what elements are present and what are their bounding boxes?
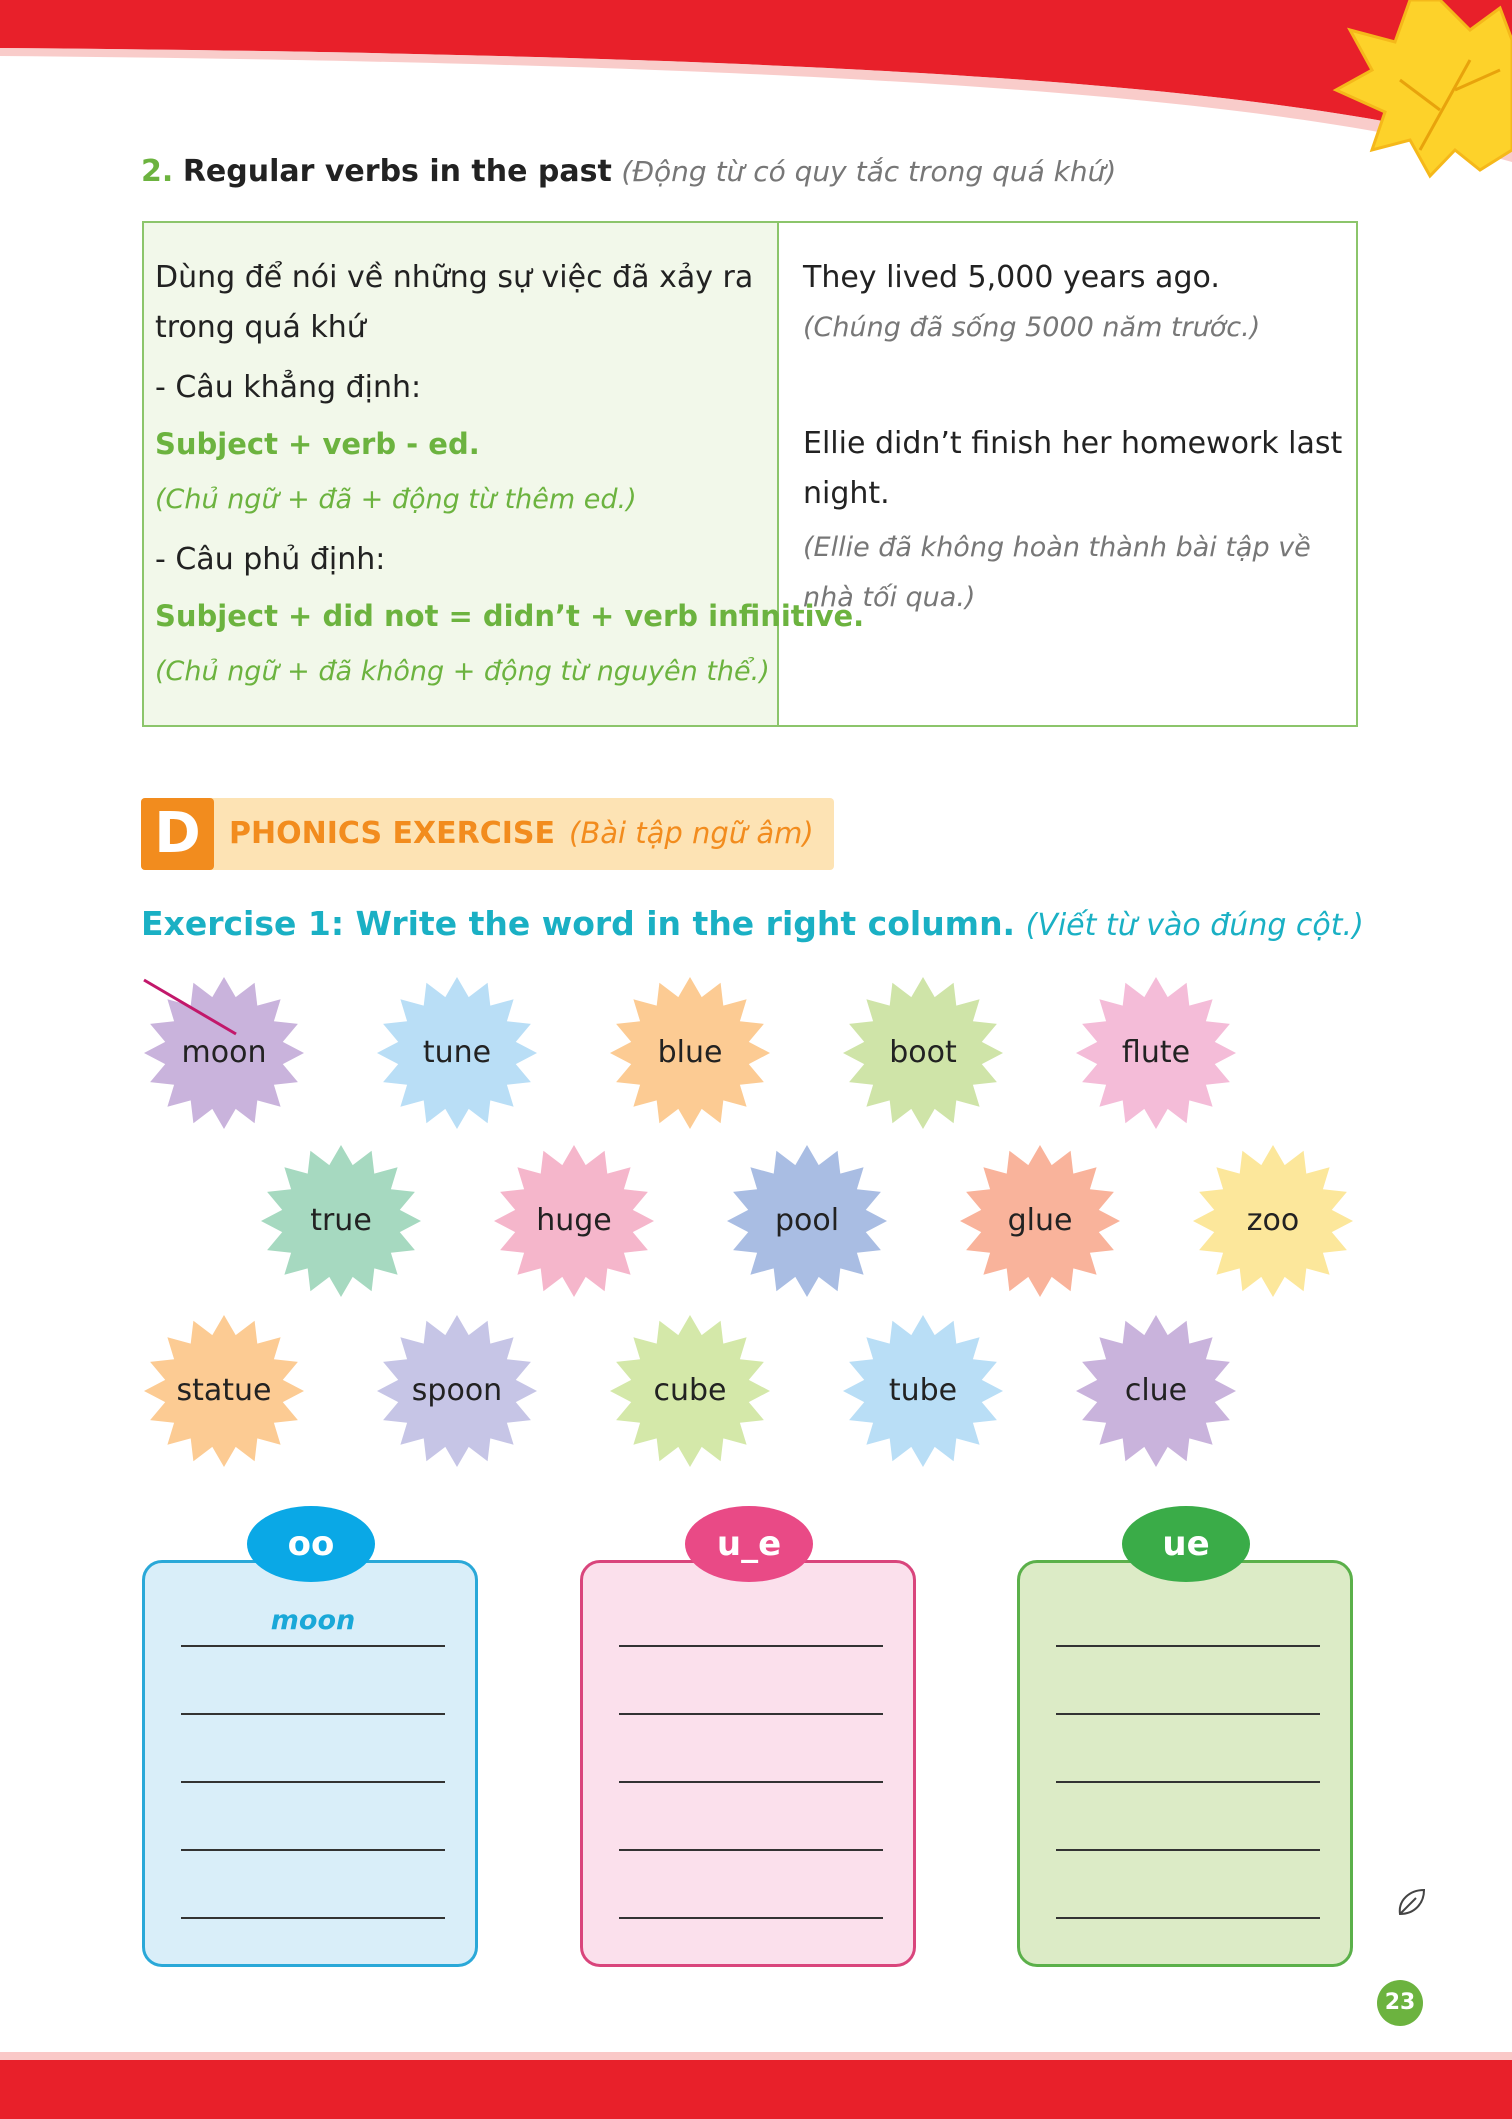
word-text: zoo bbox=[1246, 1203, 1300, 1238]
section-title-en: PHONICS EXERCISE bbox=[229, 816, 555, 851]
affirmative-note: (Chủ ngữ + đã + động từ thêm ed.) bbox=[155, 484, 637, 515]
word-star[interactable] bbox=[140, 1312, 308, 1470]
grammar-number: 2. bbox=[141, 154, 174, 189]
word-text: spoon bbox=[411, 1373, 503, 1408]
answer-line[interactable] bbox=[1056, 1713, 1320, 1715]
grammar-title: Regular verbs in the past bbox=[182, 154, 612, 189]
word-star[interactable] bbox=[1072, 974, 1240, 1132]
answer-line[interactable] bbox=[1056, 1781, 1320, 1783]
section-header bbox=[141, 798, 834, 870]
exercise-title-vi: (Viết từ vào đúng cột.) bbox=[1025, 908, 1364, 943]
exercise-title-en: Exercise 1: Write the word in the right column. bbox=[141, 904, 1016, 943]
word-text: flute bbox=[1121, 1035, 1191, 1070]
sample-answer: moon bbox=[270, 1605, 356, 1636]
word-star[interactable] bbox=[606, 1312, 774, 1470]
answer-column-ue bbox=[1017, 1560, 1353, 1967]
word-star[interactable] bbox=[373, 1312, 541, 1470]
section-title-vi: (Bài tập ngữ âm) bbox=[569, 816, 814, 850]
exercise-title bbox=[141, 904, 1364, 943]
example-1: They lived 5,000 years ago. bbox=[803, 260, 1220, 295]
example-2-vi-line-2: nhà tối qua.) bbox=[803, 582, 976, 613]
usage-line-2: trong quá khứ bbox=[155, 310, 366, 345]
negative-formula: Subject + did not = didn’t + verb infinitive. bbox=[155, 599, 865, 633]
word-text: tube bbox=[888, 1373, 958, 1408]
affirmative-label: - Câu khẳng định: bbox=[155, 370, 422, 405]
answer-line[interactable] bbox=[1056, 1645, 1320, 1647]
grammar-rule-table bbox=[142, 221, 1358, 727]
word-text: statue bbox=[176, 1373, 272, 1408]
word-text: glue bbox=[1007, 1203, 1073, 1238]
word-text: true bbox=[310, 1203, 372, 1238]
answer-line[interactable] bbox=[619, 1849, 883, 1851]
affirmative-formula: Subject + verb - ed. bbox=[155, 427, 480, 461]
word-text: boot bbox=[889, 1035, 957, 1070]
section-letter: D bbox=[141, 798, 214, 870]
word-text: tune bbox=[422, 1035, 492, 1070]
answer-column-oo bbox=[142, 1560, 478, 1967]
leaf-doodle-icon bbox=[1394, 1884, 1430, 1920]
column-label-oo: oo bbox=[247, 1506, 375, 1582]
word-star[interactable] bbox=[257, 1142, 425, 1300]
word-star[interactable] bbox=[606, 974, 774, 1132]
grammar-heading bbox=[141, 154, 1116, 189]
word-star[interactable] bbox=[723, 1142, 891, 1300]
answer-line[interactable] bbox=[1056, 1917, 1320, 1919]
usage-line-1: Dùng để nói về những sự việc đã xảy ra bbox=[155, 260, 754, 295]
bottom-red-band bbox=[0, 2060, 1512, 2119]
word-star[interactable] bbox=[1072, 1312, 1240, 1470]
example-2-vi-line-1: (Ellie đã không hoàn thành bài tập về bbox=[803, 532, 1311, 563]
example-column bbox=[779, 223, 1362, 725]
word-text: blue bbox=[657, 1035, 723, 1070]
answer-line[interactable] bbox=[619, 1781, 883, 1783]
page-number: 23 bbox=[1377, 1980, 1423, 2026]
grammar-title-vi: (Động từ có quy tắc trong quá khứ) bbox=[621, 155, 1117, 188]
column-label-ue: ue bbox=[1122, 1506, 1250, 1582]
answer-line[interactable] bbox=[181, 1781, 445, 1783]
word-text: huge bbox=[536, 1203, 612, 1238]
word-star[interactable] bbox=[1189, 1142, 1357, 1300]
answer-line[interactable] bbox=[181, 1849, 445, 1851]
answer-column-u_e bbox=[580, 1560, 916, 1967]
word-text: moon bbox=[181, 1035, 267, 1070]
answer-line[interactable] bbox=[619, 1713, 883, 1715]
negative-note: (Chủ ngữ + đã không + động từ nguyên thể.) bbox=[155, 656, 770, 687]
example-2-line-1: Ellie didn’t finish her homework last bbox=[803, 426, 1343, 461]
answer-line[interactable] bbox=[619, 1917, 883, 1919]
word-star[interactable] bbox=[490, 1142, 658, 1300]
word-star[interactable] bbox=[956, 1142, 1124, 1300]
word-text: cube bbox=[653, 1373, 727, 1408]
answer-line[interactable] bbox=[181, 1917, 445, 1919]
answer-line[interactable] bbox=[619, 1645, 883, 1647]
word-star[interactable] bbox=[839, 974, 1007, 1132]
strike-through-mark bbox=[140, 974, 308, 1132]
answer-line[interactable] bbox=[181, 1645, 445, 1647]
negative-label: - Câu phủ định: bbox=[155, 542, 386, 577]
word-star[interactable] bbox=[140, 974, 308, 1132]
example-1-vi: (Chúng đã sống 5000 năm trước.) bbox=[803, 312, 1261, 343]
section-title bbox=[229, 816, 814, 851]
word-text: pool bbox=[774, 1203, 840, 1238]
column-label-u_e: u_e bbox=[685, 1506, 813, 1582]
answer-line[interactable] bbox=[181, 1713, 445, 1715]
word-star[interactable] bbox=[839, 1312, 1007, 1470]
word-text: clue bbox=[1124, 1373, 1188, 1408]
answer-line[interactable] bbox=[1056, 1849, 1320, 1851]
example-2-line-2: night. bbox=[803, 476, 890, 511]
word-star[interactable] bbox=[373, 974, 541, 1132]
